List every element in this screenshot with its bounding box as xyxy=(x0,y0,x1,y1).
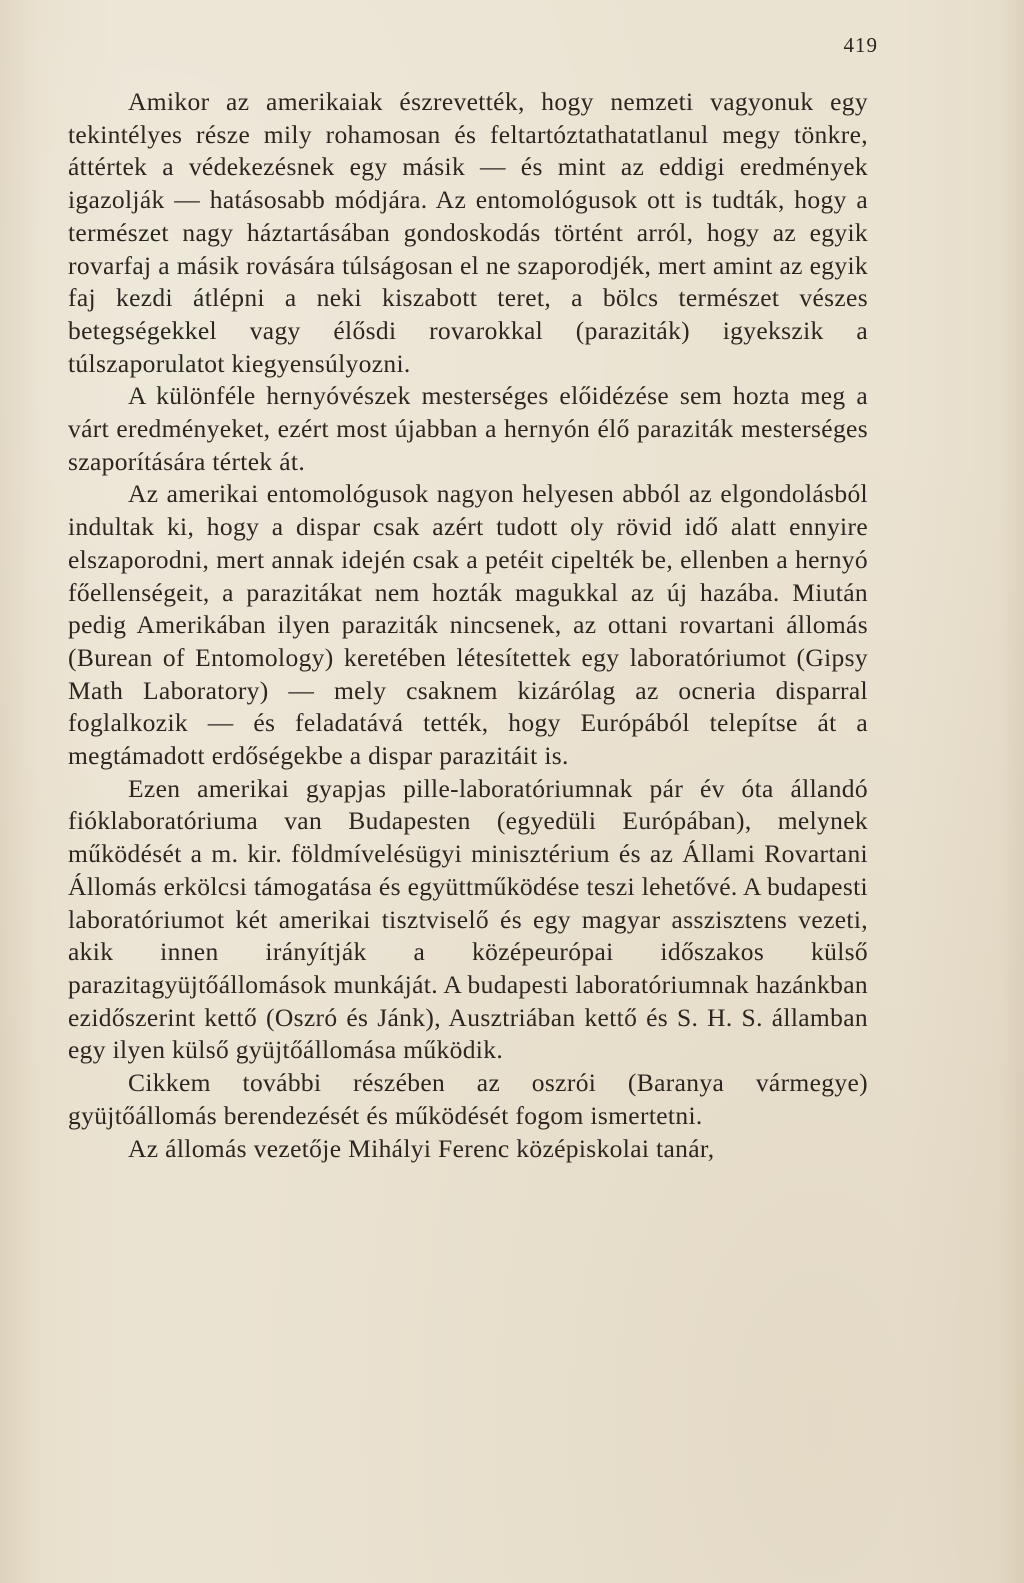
paragraph: Cikkem további részében az oszrói (Baranya vármegye) gyüjtőállomás berendezését és működését fogom ismertetni. xyxy=(68,1068,868,1130)
page-number: 419 xyxy=(843,33,878,57)
paragraph: Ezen amerikai gyapjas pille-laboratóriumnak pár év óta állandó fióklaboratóriuma van Budapesten (egyedüli Európában), melynek működését a m. kir. földmívelésügyi minisztérium és az Állami Rovartani Állomás erkölcsi támogatása és együttműködése teszi lehetővé. A budapesti laboratóriumot két amerikai tisztviselő és egy magyar asszisztens vezeti, akik innen irányítják a középeurópai időszakos külső parazitagyüjtőállomások munkáját. A budapesti laboratóriumnak hazánkban ezidőszerint kettő (Oszró és Jánk), Ausztriában kettő és S. H. S. államban egy ilyen külső gyüjtőállomása működik. xyxy=(68,773,868,1065)
paragraph: Az állomás vezetője Mihályi Ferenc középiskolai tanár, xyxy=(128,1133,715,1163)
paragraph: Amikor az amerikaiak észrevették, hogy nemzeti vagyonuk egy tekintélyes része mily rohamosan és feltartóztathatatlanul megy tönkre, áttértek a védekezésnek egy másik — és mint az eddigi eredmények igazolják — hatásosabb módjára. Az entomológusok ott is tudták, hogy a természet nagy háztartásában gondoskodás történt arról, hogy az egyik rovarfaj a másik rovására túlságosan el ne szaporodjék, mert amint az egyik faj kezdi átlépni a neki kiszabott teret, a bölcs természet vészes betegségekkel vagy élősdi rovarokkal (paraziták) igyekszik a túlszaporulatot kiegyensúlyozni. xyxy=(68,87,868,378)
paragraph: Az amerikai entomológusok nagyon helyesen abból az elgondolásból indultak ki, hogy a dispar csak azért tudott oly rövid idő alatt ennyire elszaporodni, mert annak idején csak a petéit cipelték be, ellenben a hernyó főellenségeit, a parazitákat nem hozták magukkal az új hazába. Miután pedig Amerikában ilyen paraziták nincsenek, az ottani rovartani állomás (Burean of Entomology) keretében létesítettek egy laboratóriumot (Gipsy Math Laboratory) — mely csaknem kizárólag az ocneria disparral foglalkozik — és feladatává tették, hogy Európából telepítse át a megtámadott erdőségekbe a dispar parazitáit is. xyxy=(68,479,868,771)
body-text xyxy=(68,86,868,1165)
paragraph: A különféle hernyóvészek mesterséges előidézése sem hozta meg a várt eredményeket, ezért most újabban a hernyón élő paraziták mesterséges szaporítására tértek át. xyxy=(68,381,868,476)
